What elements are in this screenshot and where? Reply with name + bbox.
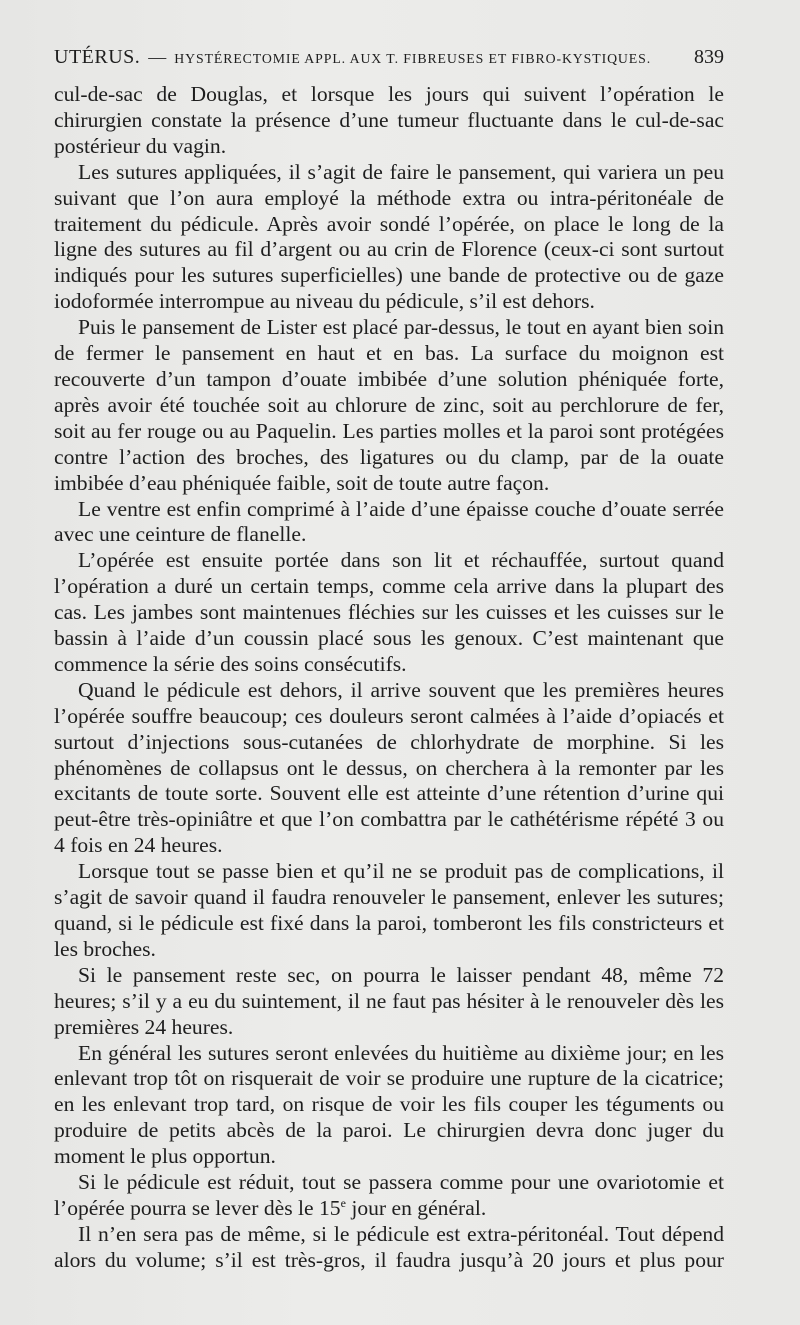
paragraph-10 [54, 1170, 724, 1222]
paragraph-10-text: Si le pédicule est réduit, tout se passera comme pour une ovariotomie et l’opérée pourra se lever dès le 15 [54, 1170, 724, 1220]
page-number: 839 [694, 46, 724, 68]
paragraph-7: Lorsque tout se passe bien et qu’il ne se produit pas de complications, il s’agit de savoir quand il faudra renouveler le pansement, enlever les sutures; quand, si le pédicule est fixé dans la paroi, tomberont les fils constricteurs et les broches. [54, 859, 724, 961]
body-text [54, 82, 724, 1274]
paragraph-8: Si le pansement reste sec, on pourra le laisser pendant 48, même 72 heures; s’il y a eu du suintement, il ne faut pas hésiter à le renouveler dès les premières 24 heures. [54, 962, 724, 1039]
running-head-dash: — [148, 47, 167, 67]
paragraph-4: Le ventre est enfin comprimé à l’aide d’une épaisse couche d’ouate serrée avec une ceinture de flanelle. [54, 496, 724, 547]
paragraph-11: Il n’en sera pas de même, si le pédicule est extra-péritonéal. Tout dépend alors du volume; s’il est très-gros, il faudra jusqu’à 20 jours et plus pour [54, 1221, 724, 1272]
paragraph-5: L’opérée est ensuite portée dans son lit et réchauffée, surtout quand l’opération a duré un certain temps, comme cela arrive dans la plupart des cas. Les jambes sont maintenues fléchies sur les cuisses et les cuisses sur le bassin à l’aide d’un coussin placé sous les genoux. C’est maintenant que commence la série des soins consécutifs. [54, 548, 724, 676]
paragraph-9: En général les sutures seront enlevées du huitième au dixième jour; en les enlevant trop tôt on risquerait de voir se produire une rupture de la cicatrice; en les enlevant trop tard, on risque de voir les fils couper les téguments ou produire de petits abcès de la paroi. Le chirurgien devra donc juger du moment le plus opportun. [54, 1040, 724, 1169]
paragraph-10-tail: jour en général. [345, 1195, 487, 1220]
running-head [54, 46, 724, 82]
running-head-left [54, 46, 651, 69]
paragraph-6: Quand le pédicule est dehors, il arrive souvent que les premières heures l’opérée souffre beaucoup; ces douleurs seront calmées à l’aide d’opiacés et surtout d’injections sous-cutanées de chlorhydrate de morphine. Si les phénomènes de collapsus ont le dessus, on cherchera à la remonter par les excitants de toute sorte. Souvent elle est atteinte d’une rétention d’urine qui peut-être très-opiniâtre et que l’on combattra par le cathétérisme répété 3 ou 4 fois en 24 heures. [54, 677, 724, 858]
running-head-title: HYSTÉRECTOMIE APPL. AUX T. FIBREUSES ET FIBRO-KYSTIQUES. [174, 51, 652, 66]
paragraph-2: Les sutures appliquées, il s’agit de faire le pansement, qui variera un peu suivant que l’on aura employé la méthode extra ou intra-péritonéale de traitement du pédicule. Après avoir sondé l’opérée, on place le long de la ligne des sutures au fil d’argent ou au crin de Florence (ceux-ci sont surtout indiqués pour les sutures superficielles) une bande de protective ou de gaze iodoformée interrompue au niveau du pédicule, s’il est dehors. [54, 159, 724, 314]
paragraph-1: cul-de-sac de Douglas, et lorsque les jours qui suivent l’opération le chirurgien constate la présence d’une tumeur fluctuante dans le cul-de-sac postérieur du vagin. [54, 82, 724, 158]
paragraph-3: Puis le pansement de Lister est placé par-dessus, le tout en ayant bien soin de fermer le pansement en haut et en bas. La surface du moignon est recouverte d’un tampon d’ouate imbibée d’une solution phéniquée forte, après avoir été touchée soit au chlorure de zinc, soit au perchlorure de fer, soit au fer rouge ou au Paquelin. Les parties molles et la paroi sont protégées contre l’action des broches, des ligatures ou du clamp, par de la ouate imbibée d’eau phéniquée faible, soit de toute autre façon. [54, 315, 724, 495]
ordinal-superscript: e [340, 1195, 346, 1210]
running-head-part: UTÉRUS. [54, 46, 141, 68]
